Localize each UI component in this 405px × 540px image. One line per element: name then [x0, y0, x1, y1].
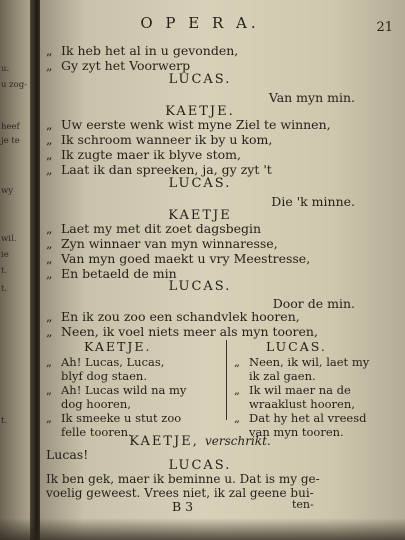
verse-line: „ Ik zugte maer ik blyve stom, [46, 147, 241, 162]
speaker-name: LUCAS. [168, 279, 232, 294]
verse-line: „ Ik schroom wanneer ik by u kom, [46, 132, 273, 147]
verse-line: blyf dog staen. [61, 369, 147, 383]
verse-line: dog hooren, [61, 397, 131, 411]
verse-line: „ En ik zou zoo een schandvlek hooren, [46, 309, 300, 324]
speaker-name: LUCAS. [168, 176, 232, 191]
verse-line: „ Neen, ik wil, laet my [234, 355, 370, 369]
margin-fragment: u. [1, 64, 10, 74]
book-page [40, 0, 405, 540]
verse-line: Door de min. [272, 296, 355, 311]
verse-line: wraaklust hooren, [249, 397, 355, 411]
verse-line: „ Gy zyt het Voorwerp [46, 58, 191, 73]
verse-line: „ Ik heb het al in u gevonden, [46, 43, 239, 58]
speaker-name: KAETJE, verschrikt. [129, 434, 271, 449]
speaker-name-right: LUCAS. [266, 339, 327, 354]
speaker-name-left: KAETJE. [84, 339, 152, 354]
speaker-name: LUCAS. [168, 72, 232, 87]
margin-fragment: u zog- [1, 80, 28, 90]
prose-line: Ik ben gek, maer ik beminne u. Dat is my ge- [46, 472, 320, 486]
speaker-name: KAETJE. [165, 104, 235, 119]
column-divider [226, 340, 227, 420]
verse-line: „ Ah! Lucas wild na my [46, 383, 187, 397]
prose-line: voelig geweest. Vrees niet, ik zal geene bui- [46, 486, 314, 500]
margin-fragment: ie [1, 250, 9, 260]
verse-line: „ Dat hy het al vreesd [234, 411, 367, 425]
verse-line: „ Neen, ik voel niets meer als myn tooren, [46, 324, 318, 339]
verse-line: „ Van myn goed maekt u vry Meestresse, [46, 251, 311, 266]
speaker-name: KAETJE [168, 208, 232, 223]
verse-line: „ Ah! Lucas, Lucas, [46, 355, 165, 369]
page-shadow [0, 518, 405, 540]
verse-line: Die 'k minne. [271, 194, 355, 209]
running-title: O P E R A. [140, 14, 260, 32]
verse-line: Lucas! [46, 447, 89, 462]
verse-line: felle tooren. [61, 425, 132, 439]
margin-fragment: heef [1, 122, 20, 132]
margin-fragment: t. [1, 284, 8, 294]
speaker-name: LUCAS. [168, 458, 232, 473]
verse-line: „ En betaeld de min [46, 266, 177, 281]
verse-line: „ Laat ik dan spreeken, ja, gy zyt 't [46, 162, 272, 177]
catchword: ten- [292, 498, 314, 511]
verse-line: van myn tooren. [249, 425, 344, 439]
margin-fragment: t. [1, 266, 8, 276]
verse-line: „ Ik wil maer na de [234, 383, 351, 397]
verse-line: ik zal gaen. [249, 369, 316, 383]
verse-line: „ Ik smeeke u stut zoo [46, 411, 182, 425]
margin-fragment: wil. [1, 234, 17, 244]
verse-line: „ Uw eerste wenk wist myne Ziel te winnen, [46, 117, 331, 132]
margin-fragment: t. [1, 416, 8, 426]
verse-line: „ Laet my met dit zoet dagsbegin [46, 221, 262, 236]
margin-fragment: je te [1, 136, 20, 146]
signature-mark: B 3 [172, 499, 194, 514]
page-number: 21 [376, 20, 393, 35]
verse-line: Van myn min. [268, 90, 355, 105]
margin-fragment: wy [1, 186, 14, 196]
verse-line: „ Zyn winnaer van myn winnaresse, [46, 236, 278, 251]
